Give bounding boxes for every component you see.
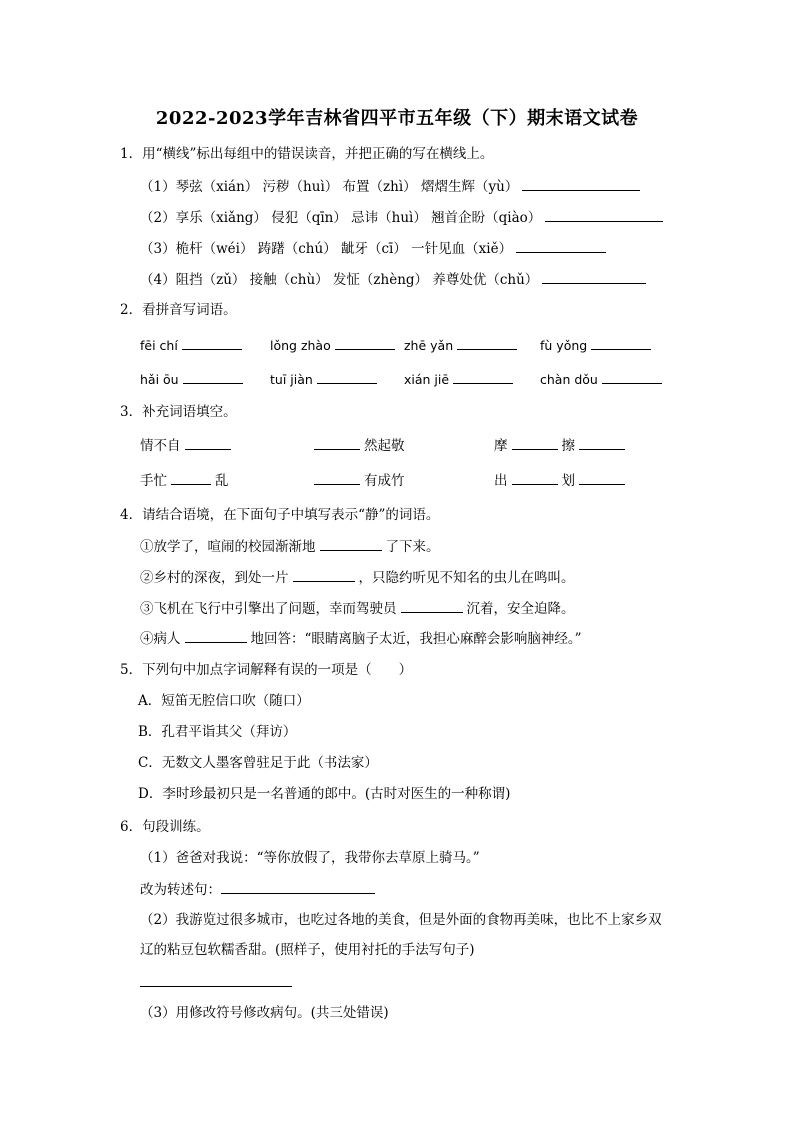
- q1-row-4: [140, 269, 650, 290]
- q2-answer-blank[interactable]: [602, 369, 662, 384]
- q4-answer-blank[interactable]: [320, 536, 382, 551]
- q3-item: 情不自: [140, 435, 235, 456]
- q5-option-a[interactable]: A．短笛无腔信口吹（随口）: [138, 693, 310, 709]
- q4-answer-blank[interactable]: [401, 598, 463, 613]
- q2-item: hǎi ōu: [140, 369, 247, 390]
- q3-answer-blank[interactable]: [314, 435, 360, 450]
- q2-answer-blank[interactable]: [457, 335, 517, 350]
- q3-answer-blank[interactable]: [579, 435, 625, 450]
- q2-answer-blank[interactable]: [591, 335, 651, 350]
- q5-option-b[interactable]: B．孔君平诣其父（拜访）: [138, 724, 297, 740]
- q5-stem: 5．下列句中加点字词解释有误的一项是（ ）: [120, 662, 413, 678]
- q1-answer-blank-1[interactable]: [522, 176, 640, 191]
- q2-stem: 2．看拼音写词语。: [120, 302, 237, 318]
- q6-part-2-line-1: （2）我游览过很多城市，也吃过各地的美食，但是外面的食物再美味，也比不上家乡双: [140, 912, 662, 928]
- q3-answer-blank[interactable]: [512, 435, 558, 450]
- q5-option-c[interactable]: C．无数文人墨客曾驻足于此（书法家）: [138, 755, 378, 771]
- q3-answer-blank[interactable]: [579, 470, 625, 485]
- q4-stem: 4．请结合语境，在下面句子中填写表示“静”的词语。: [120, 507, 440, 523]
- q3-item: 摩 擦: [494, 435, 629, 456]
- q3-answer-blank[interactable]: [171, 470, 211, 485]
- q3-answer-blank[interactable]: [512, 470, 558, 485]
- q4-answer-blank[interactable]: [293, 567, 355, 582]
- q4-item-4: ④病人 地回答：“眼睛离脑子太近，我担心麻醉会影响脑神经。”: [140, 628, 582, 649]
- q5-option-d[interactable]: D．李时珍最初只是一名普通的郎中。(古时对医生的一种称谓): [138, 786, 511, 802]
- q3-answer-blank[interactable]: [314, 470, 360, 485]
- q6-part-2-line-2: 辽的粘豆包软糯香甜。(照样子，使用衬托的手法写句子): [140, 942, 475, 958]
- q3-answer-blank[interactable]: [185, 435, 231, 450]
- q4-item-3: ③飞机在飞行中引擎出了问题，幸而驾驶员 沉着，安全迫降。: [140, 598, 575, 619]
- q2-item: fēi chí: [140, 335, 246, 356]
- q1-row-1-text: （1）琴弦（xián） 污秽（huì） 布置（zhì） 熠熠生辉（yù）: [140, 179, 519, 195]
- q1-row-3: [140, 238, 610, 259]
- q6-stem: 6．句段训练。: [120, 819, 210, 835]
- q2-item: chàn dǒu: [540, 369, 666, 390]
- q4-answer-blank[interactable]: [185, 628, 247, 643]
- q1-row-2-text: （2）享乐（xiǎng） 侵犯（qīn） 忌讳（huì） 翘首企盼（qiào）: [140, 210, 542, 226]
- q3-item: 然起敬: [314, 435, 405, 456]
- q2-answer-blank[interactable]: [183, 369, 243, 384]
- q1-answer-blank-2[interactable]: [545, 207, 663, 222]
- q2-answer-blank[interactable]: [335, 335, 395, 350]
- q3-item: 出 划: [494, 470, 629, 491]
- q2-item: xián jiē: [404, 369, 517, 390]
- q6-part-3: （3）用修改符号修改病句。(共三处错误): [140, 1005, 389, 1021]
- q2-answer-blank[interactable]: [182, 335, 242, 350]
- q1-stem: 1．用“横线”标出每组中的错误读音，并把正确的写在横线上。: [120, 146, 494, 162]
- q6-part-1-answer: 改为转述句：: [140, 879, 379, 900]
- q2-item: fù yǒng: [540, 335, 655, 356]
- q1-answer-blank-4[interactable]: [542, 269, 646, 284]
- q6-answer-blank-1[interactable]: [221, 879, 375, 894]
- q1-row-1: [140, 176, 644, 197]
- q4-item-2: ②乡村的深夜，到处一片 ，只隐约听见不知名的虫儿在鸣叫。: [140, 567, 575, 588]
- q1-row-2: [140, 207, 667, 228]
- q1-answer-blank-3[interactable]: [516, 238, 606, 253]
- q2-item: tuī jiàn: [270, 369, 381, 390]
- q2-answer-blank[interactable]: [317, 369, 377, 384]
- q2-item: lǒng zhào: [270, 335, 399, 356]
- q1-row-4-text: （4）阻挡（zǔ） 接触（chù） 发怔（zhèng） 养尊处优（chǔ）: [140, 272, 539, 288]
- q6-part-1: （1）爸爸对我说：“等你放假了，我带你去草原上骑马。”: [140, 850, 480, 866]
- q3-stem: 3．补充词语填空。: [120, 404, 237, 420]
- q6-answer-blank-2[interactable]: [140, 972, 292, 987]
- q1-row-3-text: （3）桅杆（wéi） 踌躇（chú） 龇牙（cī） 一针见血（xiě）: [140, 241, 513, 257]
- q2-answer-blank[interactable]: [453, 369, 513, 384]
- q3-item: 有成竹: [314, 470, 405, 491]
- q4-item-1: ①放学了，喧闹的校园渐渐地 了下来。: [140, 536, 440, 557]
- q2-item: zhē yǎn: [404, 335, 521, 356]
- q3-item: 手忙 乱: [140, 470, 229, 491]
- page-title: 2022-2023学年吉林省四平市五年级（下）期末语文试卷: [155, 108, 639, 129]
